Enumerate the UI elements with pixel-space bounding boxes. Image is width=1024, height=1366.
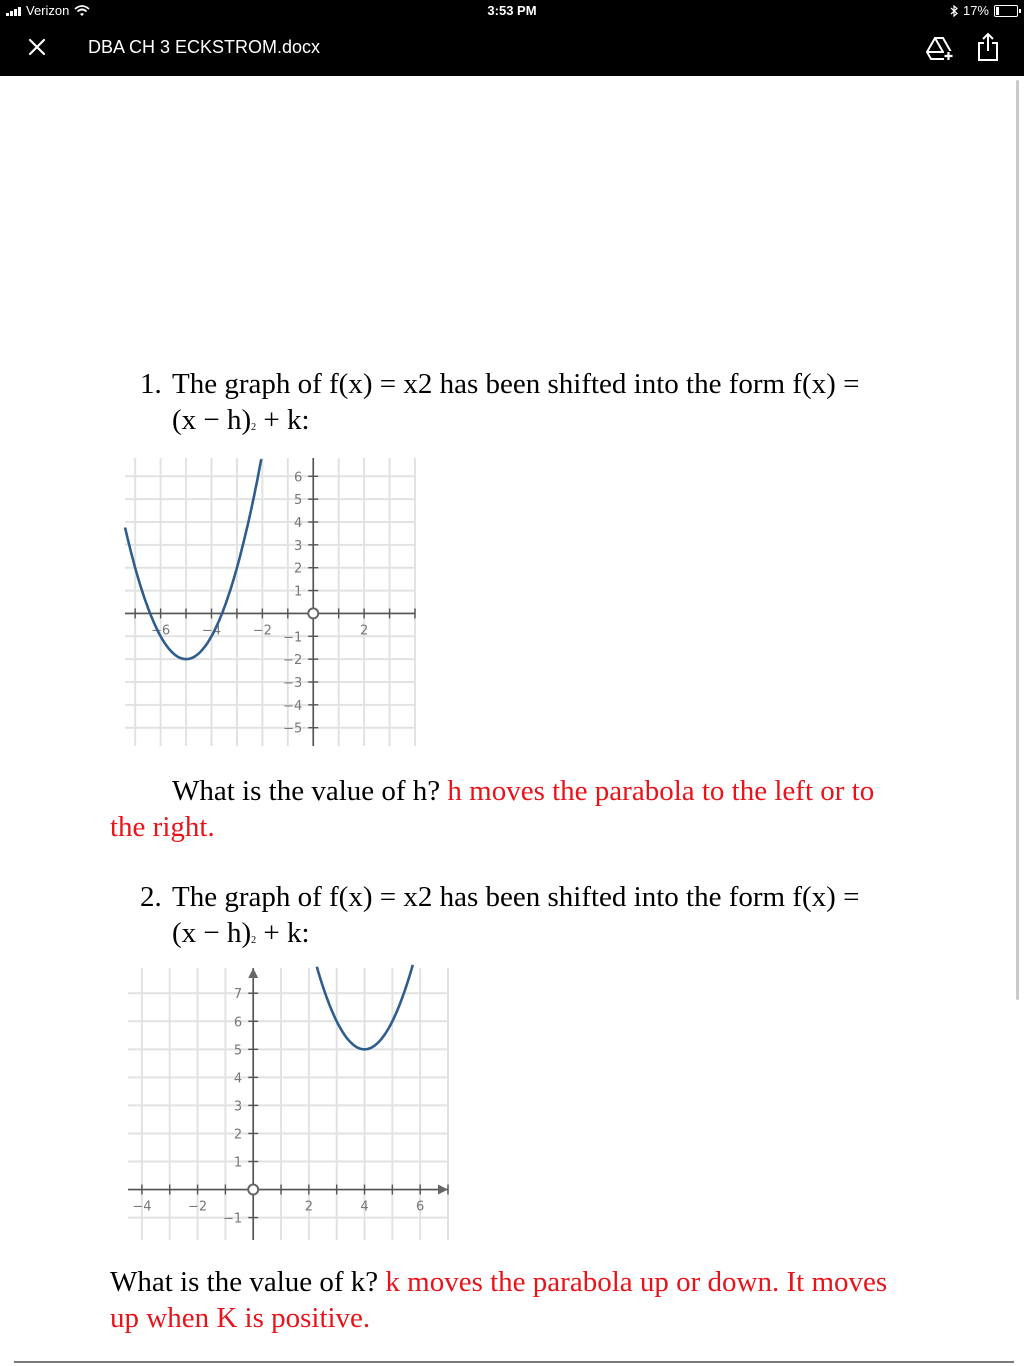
page-divider bbox=[14, 1361, 1014, 1363]
y-tick-label: 2 bbox=[293, 561, 303, 577]
y-tick-label: −5 bbox=[283, 721, 303, 737]
prompt-text: What is the value of k? bbox=[110, 1266, 379, 1298]
y-tick-label: 1 bbox=[233, 1155, 243, 1171]
scrollbar[interactable] bbox=[1016, 80, 1019, 1000]
parabola-curve bbox=[125, 459, 261, 659]
y-tick-label: −1 bbox=[283, 630, 303, 646]
answer-text: k moves the parabola up or down. It moves up when K is positive. bbox=[110, 1266, 888, 1334]
y-tick-label: −3 bbox=[283, 676, 303, 691]
answer-1 bbox=[110, 773, 910, 845]
prompt-text: What is the value of h? bbox=[172, 775, 441, 807]
share-icon[interactable] bbox=[976, 32, 1000, 62]
x-tick-label: 4 bbox=[360, 1199, 369, 1215]
bluetooth-icon bbox=[950, 5, 958, 17]
y-tick-label: 2 bbox=[233, 1127, 243, 1143]
y-axis-arrow bbox=[248, 968, 258, 978]
x-tick-label: −4 bbox=[132, 1199, 152, 1215]
y-tick-label: 3 bbox=[293, 538, 303, 554]
x-tick-label: 2 bbox=[304, 1199, 314, 1215]
y-tick-label: 4 bbox=[233, 1071, 243, 1087]
question-text-line2 bbox=[140, 915, 859, 951]
x-tick-label: −4 bbox=[201, 623, 222, 639]
x-tick-label: −2 bbox=[187, 1199, 208, 1215]
expr-part: (x − h) bbox=[172, 404, 252, 436]
question-text-line2 bbox=[140, 402, 859, 438]
x-tick-label: −2 bbox=[252, 623, 272, 639]
clock: 3:53 PM bbox=[487, 3, 537, 18]
y-tick-label: 3 bbox=[233, 1099, 243, 1115]
origin-point bbox=[248, 1185, 258, 1195]
expr-part: + k: bbox=[256, 404, 310, 436]
y-tick-label: −4 bbox=[283, 698, 303, 714]
question-2 bbox=[140, 879, 859, 951]
x-tick-label: 6 bbox=[416, 1199, 425, 1215]
document-title: DBA CH 3 ECKSTROM.docx bbox=[88, 37, 321, 57]
question-1 bbox=[140, 366, 859, 438]
origin-point bbox=[308, 608, 318, 618]
x-tick-label: 2 bbox=[359, 623, 369, 639]
graph-2 bbox=[118, 958, 458, 1250]
question-text-line1: The graph of f(x) = x2 has been shifted into the form f(x) = bbox=[172, 881, 860, 913]
status-right bbox=[950, 3, 1018, 18]
y-tick-label: −1 bbox=[223, 1211, 243, 1227]
document-toolbar bbox=[0, 22, 1024, 76]
y-tick-label: 5 bbox=[233, 1043, 243, 1059]
close-icon[interactable] bbox=[24, 34, 50, 60]
question-number: 2. bbox=[140, 881, 162, 913]
expr-part: + k: bbox=[256, 917, 310, 949]
y-tick-label: 1 bbox=[293, 584, 303, 600]
expr-part: (x − h) bbox=[172, 917, 252, 949]
question-number: 1. bbox=[140, 368, 162, 400]
battery-percent: 17% bbox=[962, 3, 989, 18]
y-tick-label: 6 bbox=[233, 1015, 243, 1031]
google-drive-add-icon[interactable] bbox=[926, 34, 954, 62]
answer-2 bbox=[110, 1264, 910, 1336]
y-tick-label: −2 bbox=[283, 653, 303, 669]
y-tick-label: 5 bbox=[293, 493, 303, 509]
status-bar bbox=[0, 0, 1024, 22]
question-text-line1: The graph of f(x) = x2 has been shifted into the form f(x) = bbox=[172, 368, 860, 400]
battery-fill bbox=[996, 7, 999, 15]
y-tick-label: 4 bbox=[293, 516, 303, 531]
y-tick-label: 6 bbox=[293, 470, 303, 486]
y-tick-label: 7 bbox=[233, 987, 243, 1003]
battery-icon bbox=[994, 5, 1018, 17]
carrier-label: Verizon bbox=[26, 3, 70, 18]
exponent: 2 bbox=[251, 935, 257, 946]
x-axis-arrow bbox=[438, 1185, 448, 1195]
x-tick-label: −6 bbox=[151, 623, 171, 639]
answer-text: h moves the parabola to the left or to the right. bbox=[110, 775, 875, 843]
exponent: 2 bbox=[251, 422, 257, 433]
graph-1 bbox=[115, 448, 425, 756]
